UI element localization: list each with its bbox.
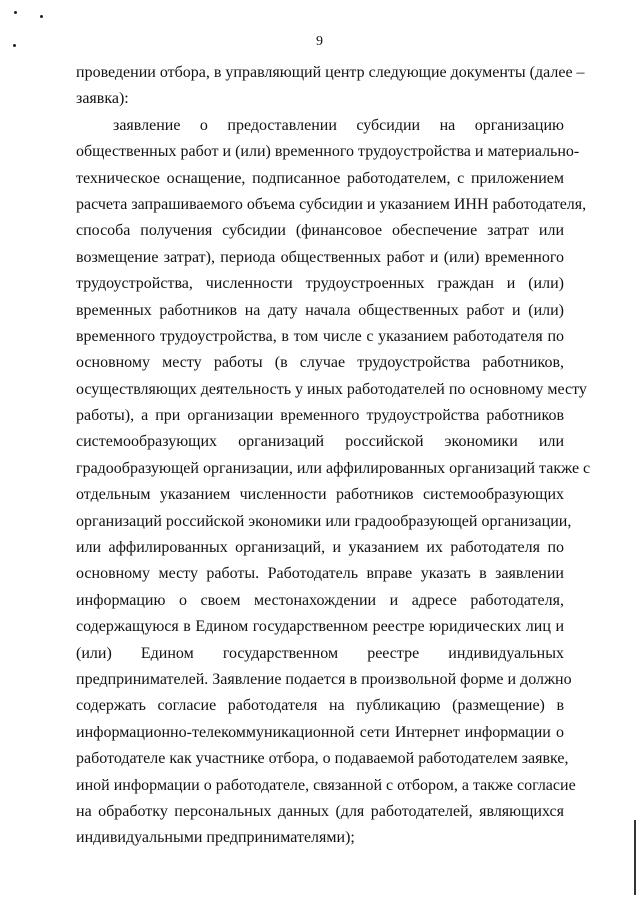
text-line: информационно-телекоммуникационной сети Интернет информации о [76, 723, 564, 741]
text-line: системообразующих организаций российской экономики или [76, 433, 564, 451]
text-line: предпринимателей. Заявление подается в произвольной форме и должно [76, 670, 572, 688]
text-line: проведении отбора, в управляющий центр следующие документы (далее – [76, 64, 585, 81]
text-line: на обработку персональных данных (для работодателей, являющихся [76, 802, 564, 820]
text-line: заявление о предоставлении субсидии на организацию [113, 116, 564, 134]
text-line: основному месту работы. Работодатель вправе указать в заявлении [76, 565, 564, 583]
text-line: работы), а при организации временного трудоустройства работников [76, 407, 564, 425]
text-line: работодателе как участнике отбора, о подаваемой работодателем заявке, [76, 750, 569, 768]
text-line: или аффилированных организаций, и указанием их работодателя по [76, 539, 564, 557]
text-line: способа получения субсидии (финансовое обеспечение затрат или [76, 222, 564, 240]
text-line: расчета запрашиваемого объема субсидии и указанием ИНН работодателя, [76, 195, 587, 213]
scan-speck [40, 15, 43, 18]
scan-edge-line [634, 820, 636, 895]
text-line: содержащуюся в Едином государственном реестре юридических лиц и [76, 618, 564, 636]
text-line: организаций российской экономики или градообразующей организации, [76, 512, 572, 530]
text-line: техническое оснащение, подписанное работодателем, с приложением [76, 169, 564, 187]
text-line: содержать согласие работодателя на публикацию (размещение) в [76, 697, 564, 715]
text-line: осуществляющих деятельность у иных работодателей по основному месту [76, 380, 587, 398]
text-line: основному месту работы (в случае трудоустройства работников, [76, 354, 564, 372]
text-line: градообразующей организации, или аффилированных организаций также с [76, 459, 591, 477]
text-line: иной информации о работодателе, связанной с отбором, а также согласие [76, 776, 576, 794]
text-line: индивидуальными предпринимателями); [76, 829, 355, 847]
document-text [76, 60, 591, 852]
text-line: временного трудоустройства, в том числе с указанием работодателя по [76, 327, 564, 345]
text-line: отдельным указанием численности работников системообразующих [76, 486, 564, 504]
text-line: временных работников на дату начала общественных работ и (или) [76, 301, 564, 319]
scan-speck [14, 11, 17, 14]
page-number: 9 [316, 34, 323, 49]
text-line: возмещение затрат), периода общественных работ и (или) временного [76, 248, 564, 266]
text-line: заявка): [76, 90, 129, 108]
text-line: информацию о своем местонахождении и адресе работодателя, [76, 591, 564, 609]
text-line: общественных работ и (или) временного трудоустройства и материально- [76, 143, 580, 161]
text-line: трудоустройства, численности трудоустроенных граждан и (или) [76, 275, 564, 293]
text-line: (или) Едином государственном реестре индивидуальных [76, 644, 564, 662]
